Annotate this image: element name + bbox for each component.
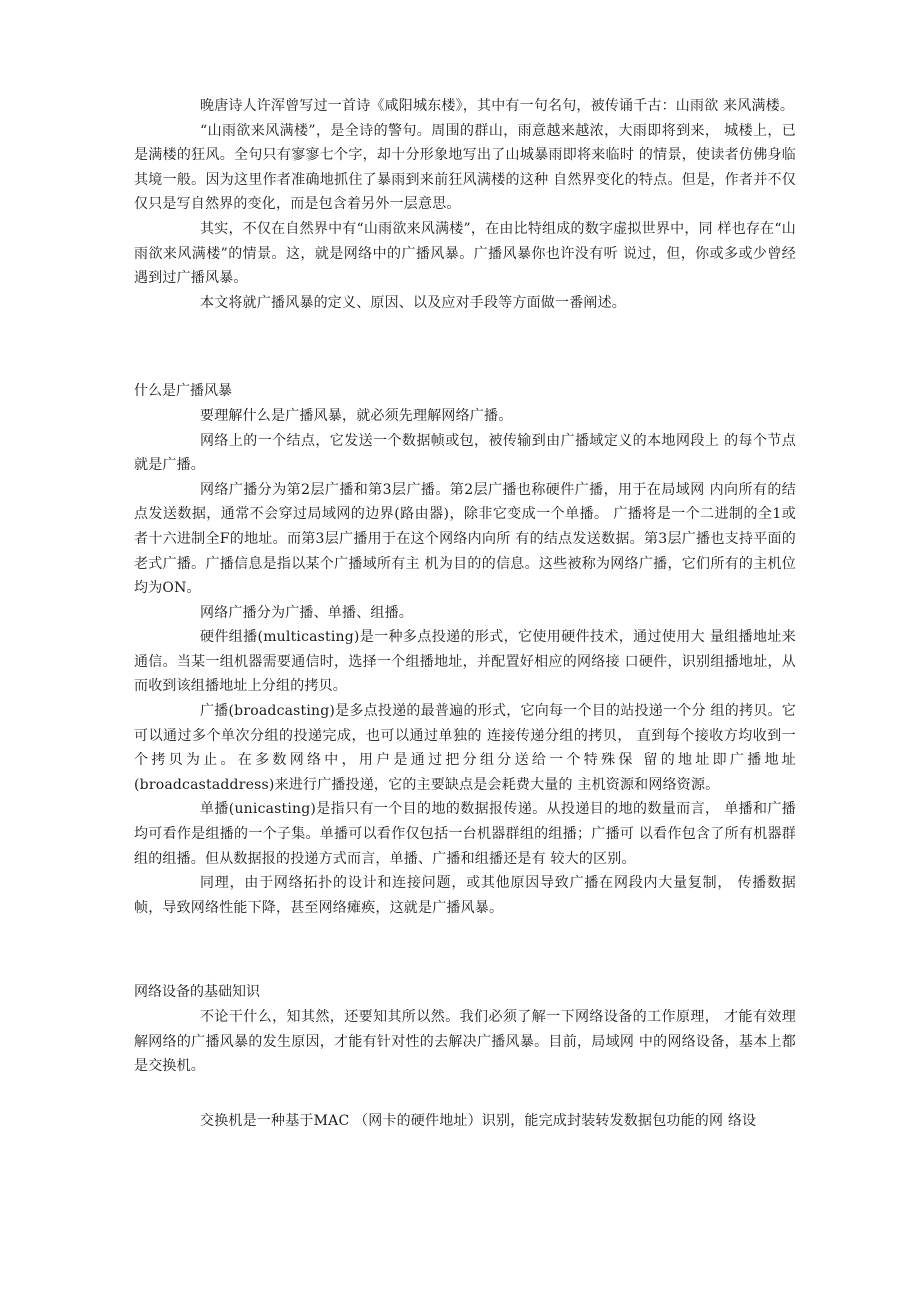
section-heading-network-basics: 网络设备的基础知识 (134, 984, 260, 1001)
section-heading-broadcast-storm: 什么是广播风暴 (134, 383, 232, 400)
section1-paragraph-6: 广播(broadcasting)是多点投递的最普遍的形式，它向每一个目的站投递一个分 组的拷贝。它可以通过多个单次分组的投递完成，也可以通过单独的 连接传递分组的拷贝， 直到每个接收方均收到一个拷贝为止。在多数网络中，用户是通过把分组分送给一个特殊保 留的地址即广播地址(broadcastaddress)来进行广播投递，它的主要缺点是会耗费大量的 主机资源和网络资源。 (134, 703, 796, 793)
intro-paragraph-1: 晚唐诗人许浑曾写过一首诗《咸阳城东楼》，其中有一句名句，被传诵千古：山雨欲 来风满楼。 (200, 98, 795, 114)
intro-paragraph-3: 其实，不仅在自然界中有“山雨欲来风满楼”，在由比特组成的数字虚拟世界中，同 样也存在“山雨欲来风满楼”的情景。这，就是网络中的广播风暴。广播风暴你也许没有听 说过，但，你或多或少曾经遇到过广播风暴。 (134, 220, 796, 287)
section2-paragraph-1: 不论干什么，知其然，还要知其所以然。我们必须了解一下网络设备的工作原理， 才能有效理解网络的广播风暴的发生原因，才能有针对性的去解决广播风暴。目前，局域网 中的网络设备，基本上都是交换机。 (134, 1009, 796, 1075)
section2-paragraph-2: 交换机是一种基于MAC （网卡的硬件地址）识别，能完成封装转发数据包功能的网 络设 (200, 1112, 757, 1129)
intro-paragraph-4: 本文将就广播风暴的定义、原因、以及应对手段等方面做一番阐述。 (200, 294, 626, 311)
section1-paragraph-1: 要理解什么是广播风暴，就必须先理解网络广播。 (200, 407, 513, 424)
spacer (134, 1079, 796, 1109)
section1-paragraph-3: 网络广播分为第2层广播和第3层广播。第2层广播也称硬件广播，用于在局域网 内向所有的结点发送数据，通常不会穿过局域网的边界(路由器)，除非它变成一个单播。 广播将是一个二进制的全1或者十六进制全F的地址。而第3层广播用于在这个网络内向所 有的结点发送数据。第3层广播也支持平面的老式广播。广播信息是指以某个广播域所有主 机为目的的信息。这些被称为网络广播，它们所有的主机位均为ON。 (134, 481, 796, 597)
section1-paragraph-5: 硬件组播(multicasting)是一种多点投递的形式，它使用硬件技术，通过使用大 量组播地址来通信。当某一组机器需要通信时，选择一个组播地址，并配置好相应的网络接 口硬件，识别组播地址，从而收到该组播地址上分组的拷贝。 (134, 629, 796, 695)
document-page (134, 94, 796, 1133)
section1-paragraph-8: 同理，由于网络拓扑的设计和连接问题，或其他原因导致广播在网段内大量复制， 传播数据帧，导致网络性能下降，甚至网络瘫痪，这就是广播风暴。 (134, 875, 796, 916)
section1-paragraph-4: 网络广播分为广播、单播、组播。 (200, 604, 413, 621)
intro-paragraph-2: “山雨欲来风满楼”，是全诗的警句。周围的群山，雨意越来越浓，大雨即将到来， 城楼上，已是满楼的狂风。全句只有寥寥七个字，却十分形象地写出了山城暴雨即将来临时 的情景，使读者仿佛身临其境一般。因为这里作者准确地抓住了暴雨到来前狂风满楼的这种 自然界变化的特点。但是，作者并不仅仅只是写自然界的变化，而是包含着另外一层意思。 (134, 122, 796, 213)
section1-paragraph-7: 单播(unicasting)是指只有一个目的地的数据报传递。从投递目的地的数量而言， 单播和广播均可看作是组播的一个子集。单播可以看作仅包括一台机器群组的组播；广播可 以看作包含了所有机器群组的组播。但从数据报的投递方式而言，单播、广播和组播还是有 较大的区别。 (134, 801, 796, 867)
spacer (134, 315, 796, 379)
section1-paragraph-2: 网络上的一个结点，它发送一个数据帧或包，被传输到由广播域定义的本地网段上 的每个节点就是广播。 (134, 432, 796, 474)
spacer (134, 920, 796, 980)
